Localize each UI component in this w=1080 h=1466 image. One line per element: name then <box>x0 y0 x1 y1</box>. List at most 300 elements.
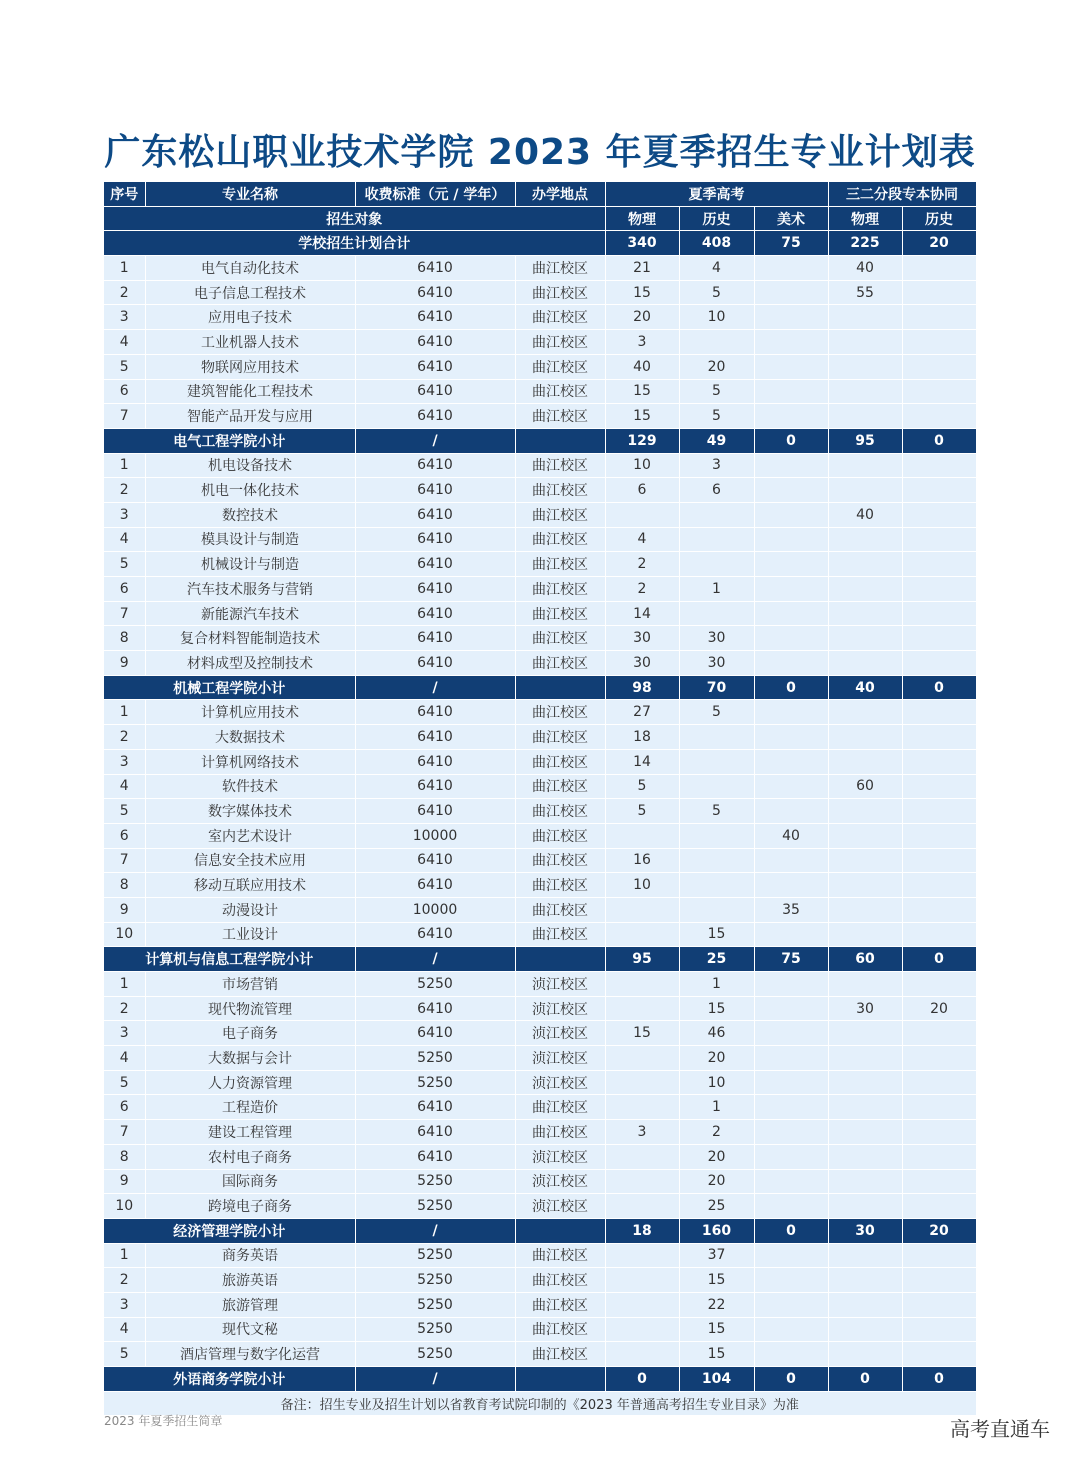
subtotal-campus <box>515 1367 605 1392</box>
header-row-2 <box>104 206 976 231</box>
cell-history: 22 <box>679 1292 754 1317</box>
cell-history-32 <box>902 1144 976 1169</box>
cell-history: 10 <box>679 1070 754 1095</box>
cell-history-32 <box>902 280 976 305</box>
cell-history: 5 <box>679 700 754 725</box>
cell-fee: 6410 <box>355 873 515 898</box>
cell-physics-32 <box>828 1169 902 1194</box>
table-row <box>104 799 976 824</box>
cell-physics: 6 <box>605 478 679 503</box>
cell-fee: 6410 <box>355 330 515 355</box>
cell-history <box>679 552 754 577</box>
cell-seq: 2 <box>104 478 145 503</box>
enrollment-plan-table <box>104 182 977 1416</box>
cell-major: 模具设计与制造 <box>145 527 355 552</box>
cell-seq: 2 <box>104 280 145 305</box>
cell-history-32 <box>902 651 976 676</box>
cell-history-32 <box>902 972 976 997</box>
cell-campus: 曲江校区 <box>515 873 605 898</box>
cell-history <box>679 601 754 626</box>
cell-major: 数控技术 <box>145 502 355 527</box>
table-row <box>104 1268 976 1293</box>
cell-physics: 15 <box>605 280 679 305</box>
cell-fee: 6410 <box>355 453 515 478</box>
subtotal-label: 外语商务学院小计 <box>104 1367 355 1392</box>
cell-history-32 <box>902 453 976 478</box>
cell-history-32 <box>902 577 976 602</box>
cell-physics: 15 <box>605 404 679 429</box>
cell-fee: 6410 <box>355 256 515 281</box>
cell-campus: 曲江校区 <box>515 502 605 527</box>
table-row <box>104 1317 976 1342</box>
table-row <box>104 1194 976 1219</box>
cell-art <box>754 651 828 676</box>
cell-major: 计算机应用技术 <box>145 700 355 725</box>
cell-major: 大数据技术 <box>145 725 355 750</box>
table-row <box>104 305 976 330</box>
cell-seq: 2 <box>104 725 145 750</box>
cell-history-32 <box>902 626 976 651</box>
cell-art <box>754 1046 828 1071</box>
cell-physics-32 <box>828 823 902 848</box>
cell-fee: 10000 <box>355 823 515 848</box>
cell-major: 物联网应用技术 <box>145 354 355 379</box>
cell-history <box>679 749 754 774</box>
cell-physics <box>605 1194 679 1219</box>
table-row <box>104 700 976 725</box>
cell-art <box>754 527 828 552</box>
cell-seq: 5 <box>104 1342 145 1367</box>
cell-art <box>754 601 828 626</box>
cell-physics <box>605 1095 679 1120</box>
cell-campus: 曲江校区 <box>515 897 605 922</box>
cell-seq: 9 <box>104 1169 145 1194</box>
cell-art <box>754 1070 828 1095</box>
cell-campus: 曲江校区 <box>515 404 605 429</box>
cell-seq: 5 <box>104 552 145 577</box>
cell-history-32 <box>902 873 976 898</box>
cell-history-32 <box>902 922 976 947</box>
cell-fee: 6410 <box>355 354 515 379</box>
cell-seq: 5 <box>104 354 145 379</box>
cell-physics-32 <box>828 700 902 725</box>
cell-fee: 6410 <box>355 700 515 725</box>
cell-fee: 6410 <box>355 651 515 676</box>
cell-art <box>754 305 828 330</box>
note-row <box>104 1391 976 1416</box>
header-three-two: 三二分段专本协同 <box>828 182 976 206</box>
cell-history: 20 <box>679 1169 754 1194</box>
cell-physics: 129 <box>605 428 679 453</box>
subtotal-fee: / <box>355 428 515 453</box>
table-row <box>104 502 976 527</box>
cell-physics-32 <box>828 1095 902 1120</box>
table-row <box>104 601 976 626</box>
cell-campus: 浈江校区 <box>515 972 605 997</box>
cell-physics-32: 60 <box>828 947 902 972</box>
cell-major: 移动互联应用技术 <box>145 873 355 898</box>
cell-major: 机电设备技术 <box>145 453 355 478</box>
table-row <box>104 330 976 355</box>
cell-art <box>754 256 828 281</box>
cell-seq: 3 <box>104 502 145 527</box>
subtotal-row <box>104 428 976 453</box>
cell-physics-32 <box>828 1292 902 1317</box>
cell-history-32 <box>902 700 976 725</box>
table-row <box>104 897 976 922</box>
cell-history: 5 <box>679 379 754 404</box>
cell-major: 复合材料智能制造技术 <box>145 626 355 651</box>
table-row <box>104 1070 976 1095</box>
cell-history: 20 <box>679 1046 754 1071</box>
cell-history-32 <box>902 1095 976 1120</box>
cell-fee: 6410 <box>355 552 515 577</box>
cell-physics-32 <box>828 1144 902 1169</box>
cell-physics-32 <box>828 1268 902 1293</box>
cell-physics <box>605 1292 679 1317</box>
cell-physics-32: 40 <box>828 675 902 700</box>
subtotal-fee: / <box>355 947 515 972</box>
cell-campus: 曲江校区 <box>515 305 605 330</box>
cell-seq: 1 <box>104 1243 145 1268</box>
cell-history-32 <box>902 1194 976 1219</box>
cell-physics <box>605 897 679 922</box>
cell-history: 15 <box>679 1268 754 1293</box>
cell-campus: 曲江校区 <box>515 256 605 281</box>
cell-physics <box>605 922 679 947</box>
cell-campus: 浈江校区 <box>515 1046 605 1071</box>
cell-history: 3 <box>679 453 754 478</box>
subtotal-label: 电气工程学院小计 <box>104 428 355 453</box>
cell-history-32 <box>902 749 976 774</box>
page-title: 广东松山职业技术学院 2023 年夏季招生专业计划表 <box>104 132 976 173</box>
cell-seq: 1 <box>104 256 145 281</box>
cell-art <box>754 1169 828 1194</box>
cell-fee: 6410 <box>355 1120 515 1145</box>
cell-major: 现代文秘 <box>145 1317 355 1342</box>
table-row <box>104 823 976 848</box>
header-history: 历史 <box>679 206 754 231</box>
cell-major: 智能产品开发与应用 <box>145 404 355 429</box>
cell-seq: 8 <box>104 873 145 898</box>
table-row <box>104 1095 976 1120</box>
cell-campus: 曲江校区 <box>515 1292 605 1317</box>
cell-history-32 <box>902 1120 976 1145</box>
cell-art: 0 <box>754 428 828 453</box>
cell-campus: 曲江校区 <box>515 626 605 651</box>
table-row <box>104 873 976 898</box>
subtotal-campus <box>515 428 605 453</box>
cell-physics-32 <box>828 478 902 503</box>
cell-history-32 <box>902 823 976 848</box>
cell-history-32: 20 <box>902 996 976 1021</box>
cell-campus: 曲江校区 <box>515 1095 605 1120</box>
cell-physics-32: 30 <box>828 996 902 1021</box>
cell-history: 37 <box>679 1243 754 1268</box>
cell-physics-32: 55 <box>828 280 902 305</box>
cell-seq: 6 <box>104 379 145 404</box>
cell-art <box>754 1120 828 1145</box>
table-row <box>104 651 976 676</box>
cell-art <box>754 1317 828 1342</box>
cell-campus: 曲江校区 <box>515 651 605 676</box>
note-text: 备注：招生专业及招生计划以省教育考试院印制的《2023 年普通高考招生专业目录》为准 <box>104 1391 976 1416</box>
cell-campus: 曲江校区 <box>515 1268 605 1293</box>
cell-fee: 6410 <box>355 478 515 503</box>
cell-history: 5 <box>679 799 754 824</box>
cell-history <box>679 502 754 527</box>
cell-history-32 <box>902 527 976 552</box>
cell-fee: 5250 <box>355 1070 515 1095</box>
cell-campus: 曲江校区 <box>515 774 605 799</box>
cell-physics: 3 <box>605 1120 679 1145</box>
total-row <box>104 231 976 256</box>
cell-major: 酒店管理与数字化运营 <box>145 1342 355 1367</box>
cell-history: 70 <box>679 675 754 700</box>
cell-history-32 <box>902 354 976 379</box>
cell-physics-32 <box>828 922 902 947</box>
cell-physics-32: 30 <box>828 1218 902 1243</box>
cell-seq: 6 <box>104 577 145 602</box>
footer-brochure-label: 2023 年夏季招生简章 <box>104 1414 223 1428</box>
cell-major: 大数据与会计 <box>145 1046 355 1071</box>
cell-history: 160 <box>679 1218 754 1243</box>
cell-history <box>679 527 754 552</box>
cell-history: 46 <box>679 1021 754 1046</box>
cell-history: 30 <box>679 626 754 651</box>
cell-history-32 <box>902 1070 976 1095</box>
cell-history-32 <box>902 848 976 873</box>
cell-seq: 2 <box>104 996 145 1021</box>
cell-physics-32 <box>828 577 902 602</box>
cell-major: 市场营销 <box>145 972 355 997</box>
cell-physics-32 <box>828 848 902 873</box>
cell-campus: 曲江校区 <box>515 1120 605 1145</box>
cell-history: 4 <box>679 256 754 281</box>
cell-fee: 6410 <box>355 502 515 527</box>
cell-history-32: 0 <box>902 428 976 453</box>
cell-physics <box>605 1317 679 1342</box>
table-row <box>104 1292 976 1317</box>
cell-physics <box>605 996 679 1021</box>
cell-physics-32 <box>828 305 902 330</box>
cell-history-32 <box>902 1317 976 1342</box>
cell-physics: 98 <box>605 675 679 700</box>
cell-physics-32: 95 <box>828 428 902 453</box>
cell-history-32: 0 <box>902 947 976 972</box>
header-fee: 收费标准（元 / 学年） <box>355 182 515 206</box>
cell-major: 工业机器人技术 <box>145 330 355 355</box>
cell-major: 农村电子商务 <box>145 1144 355 1169</box>
cell-fee: 5250 <box>355 972 515 997</box>
cell-campus: 曲江校区 <box>515 379 605 404</box>
cell-physics-32 <box>828 453 902 478</box>
cell-campus: 曲江校区 <box>515 1317 605 1342</box>
cell-fee: 6410 <box>355 848 515 873</box>
table-row <box>104 1342 976 1367</box>
cell-art <box>754 799 828 824</box>
cell-physics <box>605 1169 679 1194</box>
cell-major: 现代物流管理 <box>145 996 355 1021</box>
cell-history-32 <box>902 897 976 922</box>
cell-physics <box>605 823 679 848</box>
cell-major: 室内艺术设计 <box>145 823 355 848</box>
cell-history <box>679 330 754 355</box>
cell-art: 75 <box>754 947 828 972</box>
cell-physics: 3 <box>605 330 679 355</box>
subtotal-row <box>104 1367 976 1392</box>
cell-history: 49 <box>679 428 754 453</box>
cell-seq: 7 <box>104 848 145 873</box>
subtotal-campus <box>515 947 605 972</box>
cell-art <box>754 330 828 355</box>
cell-major: 电气自动化技术 <box>145 256 355 281</box>
cell-history-32 <box>902 774 976 799</box>
cell-seq: 4 <box>104 1317 145 1342</box>
cell-history <box>679 774 754 799</box>
cell-fee: 5250 <box>355 1194 515 1219</box>
cell-history-32: 20 <box>902 1218 976 1243</box>
cell-art <box>754 577 828 602</box>
cell-fee: 6410 <box>355 626 515 651</box>
cell-campus: 曲江校区 <box>515 1243 605 1268</box>
table-row <box>104 256 976 281</box>
cell-major: 旅游管理 <box>145 1292 355 1317</box>
cell-physics: 18 <box>605 1218 679 1243</box>
table-row <box>104 527 976 552</box>
cell-campus: 曲江校区 <box>515 354 605 379</box>
cell-physics: 14 <box>605 749 679 774</box>
header-major: 专业名称 <box>145 182 355 206</box>
table-row <box>104 848 976 873</box>
cell-physics-32: 0 <box>828 1367 902 1392</box>
header-seq: 序号 <box>104 182 145 206</box>
subtotal-campus <box>515 675 605 700</box>
cell-campus: 曲江校区 <box>515 478 605 503</box>
cell-fee: 6410 <box>355 305 515 330</box>
cell-major: 材料成型及控制技术 <box>145 651 355 676</box>
cell-art <box>754 1095 828 1120</box>
cell-history: 5 <box>679 280 754 305</box>
cell-physics-32 <box>828 527 902 552</box>
cell-physics <box>605 972 679 997</box>
cell-physics <box>605 502 679 527</box>
cell-fee: 6410 <box>355 799 515 824</box>
cell-major: 机械设计与制造 <box>145 552 355 577</box>
cell-major: 电子商务 <box>145 1021 355 1046</box>
cell-major: 商务英语 <box>145 1243 355 1268</box>
cell-major: 动漫设计 <box>145 897 355 922</box>
cell-history-32 <box>902 1342 976 1367</box>
cell-campus: 曲江校区 <box>515 749 605 774</box>
cell-art <box>754 453 828 478</box>
cell-physics: 5 <box>605 774 679 799</box>
cell-history-32 <box>902 478 976 503</box>
cell-physics: 2 <box>605 577 679 602</box>
cell-history <box>679 873 754 898</box>
cell-art <box>754 774 828 799</box>
cell-history: 15 <box>679 922 754 947</box>
table-row <box>104 379 976 404</box>
subtotal-label: 计算机与信息工程学院小计 <box>104 947 355 972</box>
cell-fee: 6410 <box>355 379 515 404</box>
cell-fee: 5250 <box>355 1243 515 1268</box>
cell-physics-32 <box>828 799 902 824</box>
cell-physics: 5 <box>605 799 679 824</box>
cell-seq: 3 <box>104 1021 145 1046</box>
table-row <box>104 1169 976 1194</box>
cell-history: 25 <box>679 947 754 972</box>
cell-history-32 <box>902 725 976 750</box>
cell-physics <box>605 1342 679 1367</box>
cell-history-32 <box>902 601 976 626</box>
cell-art <box>754 848 828 873</box>
cell-physics <box>605 1070 679 1095</box>
cell-physics-32 <box>828 1070 902 1095</box>
cell-art <box>754 1342 828 1367</box>
header-art: 美术 <box>754 206 828 231</box>
cell-history-32 <box>902 305 976 330</box>
table-row <box>104 972 976 997</box>
cell-art <box>754 1021 828 1046</box>
cell-history: 1 <box>679 1095 754 1120</box>
cell-physics <box>605 1144 679 1169</box>
cell-major: 新能源汽车技术 <box>145 601 355 626</box>
cell-history: 20 <box>679 354 754 379</box>
cell-physics: 15 <box>605 379 679 404</box>
cell-art <box>754 502 828 527</box>
total-label: 学校招生计划合计 <box>104 231 605 256</box>
cell-art <box>754 478 828 503</box>
cell-physics-32 <box>828 552 902 577</box>
cell-physics-32 <box>828 1120 902 1145</box>
cell-history: 15 <box>679 1317 754 1342</box>
cell-fee: 5250 <box>355 1046 515 1071</box>
cell-major: 应用电子技术 <box>145 305 355 330</box>
table-row <box>104 1243 976 1268</box>
cell-fee: 6410 <box>355 1095 515 1120</box>
cell-physics: 10 <box>605 873 679 898</box>
cell-art <box>754 1268 828 1293</box>
cell-campus: 浈江校区 <box>515 1021 605 1046</box>
cell-campus: 曲江校区 <box>515 330 605 355</box>
cell-campus: 曲江校区 <box>515 280 605 305</box>
cell-history-32 <box>902 379 976 404</box>
subtotal-campus <box>515 1218 605 1243</box>
cell-campus: 曲江校区 <box>515 848 605 873</box>
cell-history-32 <box>902 256 976 281</box>
cell-history <box>679 725 754 750</box>
cell-major: 工业设计 <box>145 922 355 947</box>
cell-seq: 7 <box>104 404 145 429</box>
cell-campus: 曲江校区 <box>515 453 605 478</box>
cell-major: 机电一体化技术 <box>145 478 355 503</box>
cell-art <box>754 922 828 947</box>
cell-history-32 <box>902 330 976 355</box>
header-physics-32: 物理 <box>828 206 902 231</box>
table-row <box>104 1021 976 1046</box>
cell-art <box>754 1144 828 1169</box>
cell-seq: 3 <box>104 305 145 330</box>
cell-seq: 7 <box>104 1120 145 1145</box>
header-target: 招生对象 <box>104 206 605 231</box>
subtotal-label: 经济管理学院小计 <box>104 1218 355 1243</box>
table-row <box>104 280 976 305</box>
header-campus: 办学地点 <box>515 182 605 206</box>
cell-major: 旅游英语 <box>145 1268 355 1293</box>
cell-art <box>754 749 828 774</box>
cell-art <box>754 1292 828 1317</box>
